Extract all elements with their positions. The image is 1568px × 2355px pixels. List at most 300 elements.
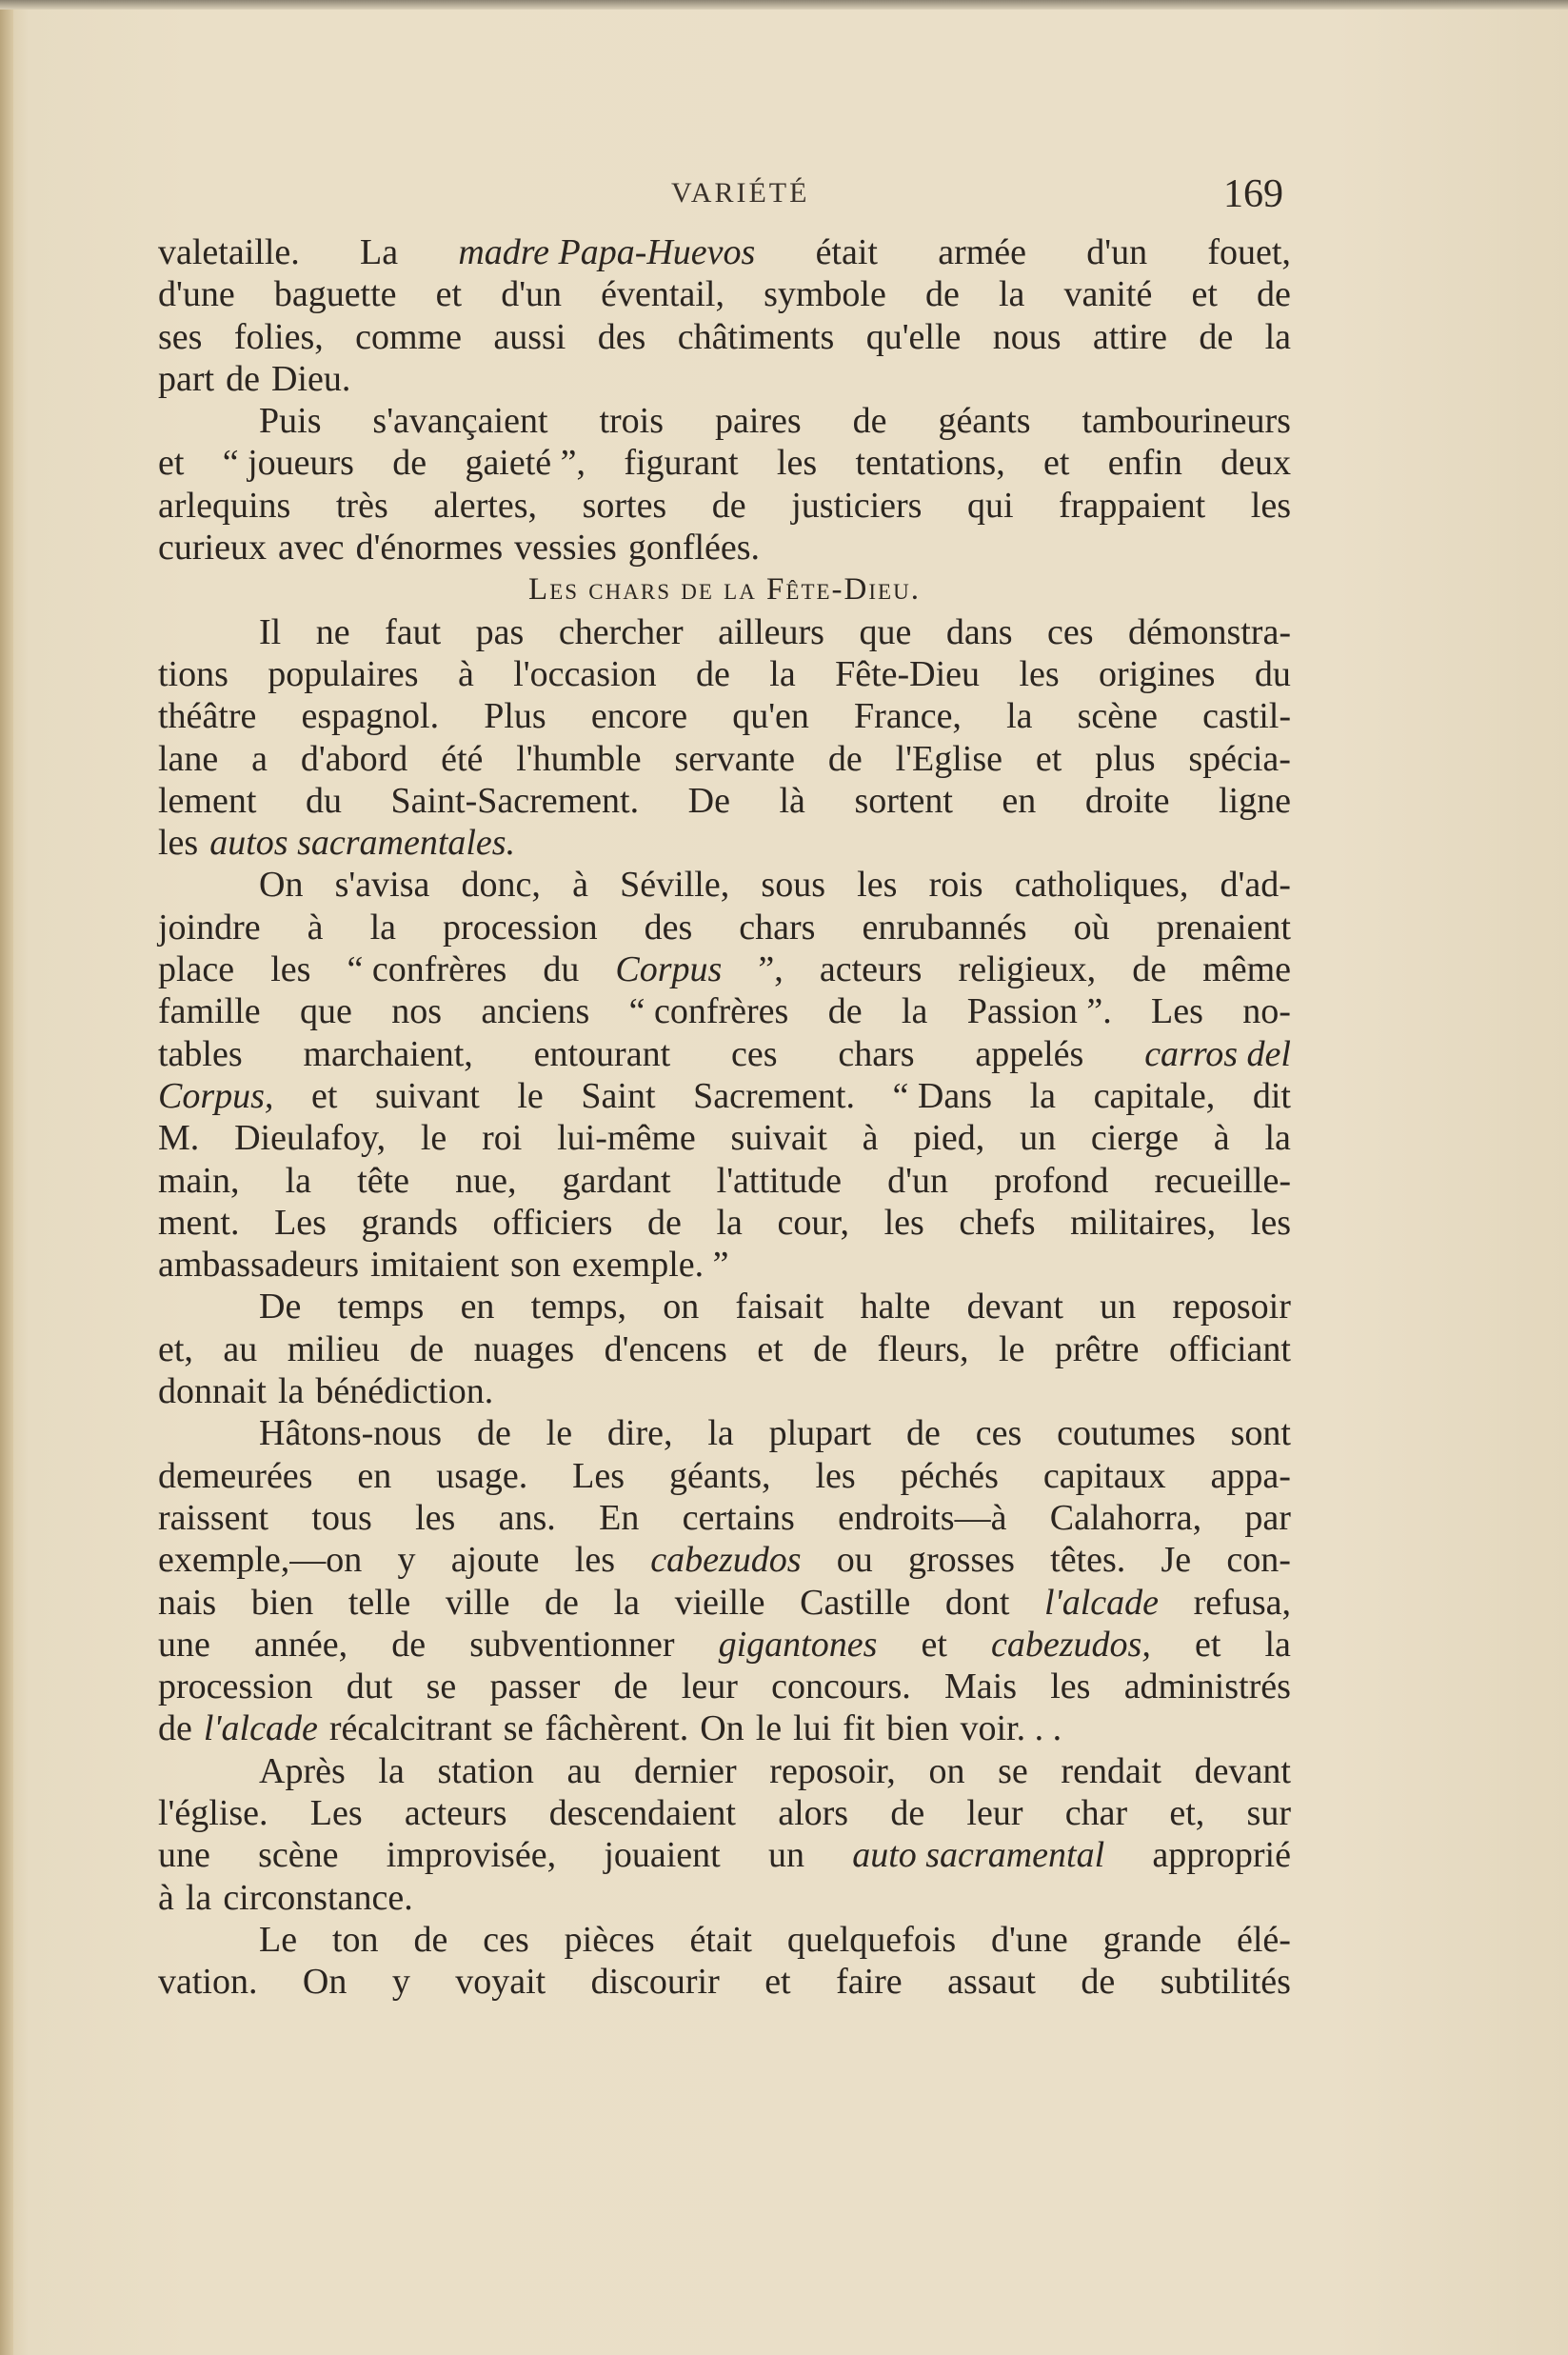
word: chars xyxy=(838,1033,915,1074)
word: de xyxy=(613,1666,648,1707)
word: qu'elle xyxy=(865,316,962,357)
word: Castille xyxy=(800,1582,911,1623)
word: refusa, xyxy=(1193,1582,1291,1623)
word: baguette xyxy=(273,274,397,315)
word: Mais xyxy=(944,1666,1017,1707)
word: ces xyxy=(483,1919,529,1960)
word: aussi xyxy=(493,316,566,357)
word: dut xyxy=(346,1666,393,1707)
word: De xyxy=(687,780,730,821)
word: Corpus, xyxy=(158,1075,274,1116)
word: la xyxy=(1029,1075,1057,1116)
text-line xyxy=(158,1877,1291,1919)
word: et xyxy=(757,1328,784,1369)
word: enfin xyxy=(1107,443,1182,484)
word: donc, xyxy=(461,865,541,906)
word: prenaient xyxy=(1156,907,1291,948)
word: fleurs, xyxy=(877,1328,969,1369)
word: le xyxy=(755,1708,783,1749)
word: ambassadeurs xyxy=(158,1245,360,1286)
word: donnait xyxy=(158,1371,267,1412)
word: con- xyxy=(1226,1540,1291,1581)
word: d'un xyxy=(501,274,563,315)
word: auto sacramental xyxy=(852,1835,1105,1876)
text-line xyxy=(158,485,1291,527)
word: au xyxy=(223,1328,258,1369)
word: nos xyxy=(391,991,442,1032)
word: l'Eglise xyxy=(895,738,1003,779)
word: espagnol. xyxy=(301,696,440,737)
word: suivait xyxy=(730,1118,827,1159)
word: telle xyxy=(347,1582,411,1623)
word: le xyxy=(546,1413,573,1454)
word: Séville, xyxy=(620,865,730,906)
word: station xyxy=(437,1750,534,1791)
word: l'alcade xyxy=(203,1708,318,1749)
word: les xyxy=(158,823,199,864)
word: coutumes xyxy=(1057,1413,1196,1454)
word: se xyxy=(503,1708,534,1749)
word: Les chars de la Fête-Dieu. xyxy=(528,572,921,608)
word: folies, xyxy=(233,316,324,357)
word: péchés xyxy=(900,1455,999,1496)
word: tête xyxy=(357,1160,409,1201)
word: lui-même xyxy=(557,1118,696,1159)
text-line xyxy=(158,1582,1291,1624)
text-line xyxy=(158,611,1291,653)
word: bien xyxy=(886,1708,949,1749)
word: et xyxy=(158,443,185,484)
word: jouaient xyxy=(604,1835,721,1876)
word: arlequins xyxy=(158,485,291,526)
word: rendait xyxy=(1061,1750,1161,1791)
word: improvisée, xyxy=(386,1835,557,1876)
text-line xyxy=(158,1033,1291,1075)
word: se xyxy=(998,1750,1028,1791)
word: de xyxy=(409,1328,445,1369)
word: la xyxy=(1264,1118,1291,1159)
word: les xyxy=(415,1497,456,1538)
word: anciens xyxy=(481,991,590,1032)
word: exemple,—on xyxy=(158,1540,363,1581)
word: militaires, xyxy=(1070,1202,1217,1243)
word: de xyxy=(711,485,746,526)
word: des xyxy=(644,907,693,948)
word: on xyxy=(663,1287,700,1327)
word: acteurs xyxy=(404,1792,507,1833)
word: la xyxy=(378,1750,405,1791)
word: en xyxy=(357,1455,392,1496)
word: s'avisa xyxy=(334,865,430,906)
word: de xyxy=(646,1202,682,1243)
body-text xyxy=(158,231,1291,2003)
text-line xyxy=(158,1707,1291,1749)
word: “ joueurs xyxy=(222,443,354,484)
word: descendaient xyxy=(548,1792,736,1833)
word: encore xyxy=(590,696,688,737)
word: Puis xyxy=(259,401,322,442)
word: vation. xyxy=(158,1962,258,2003)
word: de xyxy=(1132,949,1167,990)
text-line xyxy=(158,1075,1291,1117)
word: en xyxy=(460,1287,495,1327)
word: un xyxy=(767,1835,804,1876)
word: et xyxy=(1194,1624,1221,1665)
word: d'énormes xyxy=(355,528,504,569)
word: tions xyxy=(158,653,228,694)
word: profond xyxy=(994,1160,1109,1201)
word: grosses xyxy=(908,1540,1015,1581)
word: les xyxy=(1019,653,1060,694)
word: l'humble xyxy=(516,738,642,779)
word: De xyxy=(259,1287,302,1327)
word: et xyxy=(435,274,463,315)
text-line xyxy=(158,358,1291,400)
word: Passion ”. xyxy=(966,991,1112,1032)
word: religieux, xyxy=(958,949,1097,990)
text-line xyxy=(158,695,1291,737)
text-line xyxy=(158,231,1291,273)
word: ou xyxy=(836,1540,873,1581)
word: châtiments xyxy=(677,316,835,357)
word: dire, xyxy=(606,1413,673,1454)
word: exemple. ” xyxy=(571,1245,729,1286)
text-line xyxy=(158,1961,1291,2003)
word: grande xyxy=(1102,1919,1202,1960)
word: lui xyxy=(793,1708,832,1749)
word: était xyxy=(815,232,878,272)
text-line xyxy=(158,1792,1291,1834)
word: chars xyxy=(739,907,816,948)
word: et xyxy=(311,1075,338,1116)
text-line xyxy=(158,273,1291,315)
word: spécia- xyxy=(1188,738,1291,779)
word: Le xyxy=(259,1919,298,1960)
word: voir. . . xyxy=(960,1708,1062,1749)
word: leur xyxy=(681,1666,738,1707)
text-line xyxy=(158,1286,1291,1327)
word: officiant xyxy=(1168,1328,1291,1369)
word: rois xyxy=(928,865,983,906)
text-line xyxy=(158,1624,1291,1666)
text-line xyxy=(158,1455,1291,1497)
page-number: 169 xyxy=(1223,172,1283,216)
word: le xyxy=(998,1328,1025,1369)
word: officiers xyxy=(492,1202,613,1243)
word: scène xyxy=(258,1835,339,1876)
word: on xyxy=(928,1750,965,1791)
word: élé- xyxy=(1236,1919,1291,1960)
text-line xyxy=(158,907,1291,948)
word: où xyxy=(1073,907,1110,948)
word: du xyxy=(543,949,580,990)
word: capitale, xyxy=(1093,1075,1216,1116)
word: faut xyxy=(385,611,442,652)
word: d'une xyxy=(991,1919,1068,1960)
word: paires xyxy=(714,401,802,442)
word: servante xyxy=(674,738,796,779)
word: les xyxy=(883,1202,924,1243)
text-line xyxy=(158,1539,1291,1581)
word: de xyxy=(1199,316,1234,357)
word: tables xyxy=(158,1033,243,1074)
word: ne xyxy=(315,611,350,652)
word: ville xyxy=(445,1582,510,1623)
word: procession xyxy=(443,907,598,948)
word: enrubannés xyxy=(862,907,1027,948)
word: subtilités xyxy=(1160,1962,1291,2003)
word: populaires xyxy=(268,653,419,694)
word: appelés xyxy=(975,1033,1084,1074)
word: le xyxy=(420,1118,447,1159)
word: la xyxy=(769,653,796,694)
word: de xyxy=(906,1413,941,1454)
word: a xyxy=(251,738,268,779)
word: reposoir xyxy=(1172,1287,1291,1327)
word: Les xyxy=(1151,991,1203,1032)
word: d'un xyxy=(1086,232,1148,272)
word: Sacrement. xyxy=(693,1075,855,1116)
word: dernier xyxy=(634,1750,737,1791)
word: assaut xyxy=(947,1962,1036,2003)
word: carros del xyxy=(1144,1033,1291,1074)
word: sous xyxy=(761,865,825,906)
word: la xyxy=(369,907,397,948)
word: des xyxy=(597,316,646,357)
text-line xyxy=(158,1497,1291,1539)
word: gigantones xyxy=(718,1624,878,1665)
word: Je xyxy=(1161,1540,1192,1581)
word: ajoute xyxy=(450,1540,540,1581)
word: On xyxy=(302,1962,347,2003)
word: la xyxy=(185,1877,212,1918)
word: endroits—à xyxy=(838,1497,1007,1538)
word: la xyxy=(901,991,928,1032)
word: de xyxy=(827,991,863,1032)
word: plus xyxy=(1095,738,1156,779)
word: dit xyxy=(1252,1075,1291,1116)
word: faire xyxy=(836,1962,903,2003)
word: approprié xyxy=(1152,1835,1291,1876)
word: devant xyxy=(966,1287,1063,1327)
word: que xyxy=(859,611,912,652)
word: ces xyxy=(975,1413,1022,1454)
word: les xyxy=(857,865,898,906)
word: droite xyxy=(1084,780,1170,821)
word: éventail, xyxy=(601,274,724,315)
text-line xyxy=(158,1750,1291,1792)
word: passer xyxy=(489,1666,581,1707)
word: lement xyxy=(158,780,257,821)
word: deux xyxy=(1221,443,1291,484)
word: les xyxy=(1050,1666,1091,1707)
word: d'ad- xyxy=(1220,865,1291,906)
word: capitaux xyxy=(1042,1455,1166,1496)
page-top-edge xyxy=(0,0,1568,10)
word: Calahorra, xyxy=(1049,1497,1202,1538)
word: d'encens xyxy=(604,1328,727,1369)
text-line xyxy=(158,822,1291,864)
word: l'église. xyxy=(158,1792,268,1833)
word: récalcitrant xyxy=(328,1708,492,1749)
word: comme xyxy=(355,316,462,357)
word: Saint xyxy=(581,1075,656,1116)
word: de xyxy=(391,1624,427,1665)
text-line xyxy=(158,1834,1291,1876)
text-line xyxy=(158,442,1291,484)
text-line xyxy=(158,653,1291,695)
word: vieille xyxy=(674,1582,765,1623)
word: circonstance. xyxy=(223,1877,413,1918)
word: Plus xyxy=(484,696,546,737)
word: démonstra- xyxy=(1128,611,1291,652)
word: tous xyxy=(311,1497,372,1538)
word: de xyxy=(392,443,427,484)
word: qui xyxy=(967,485,1014,526)
word: l'attitude xyxy=(716,1160,843,1201)
word: la xyxy=(1264,1624,1291,1665)
word: symbole xyxy=(764,274,886,315)
word: vessies xyxy=(514,528,617,569)
word: ton xyxy=(331,1919,379,1960)
word: grands xyxy=(361,1202,458,1243)
word: de xyxy=(1081,1962,1116,2003)
word: les xyxy=(815,1455,856,1496)
word: gonflées. xyxy=(627,528,761,569)
text-line xyxy=(158,1244,1291,1286)
word: ligne xyxy=(1219,780,1291,821)
word: et, xyxy=(1169,1792,1205,1833)
word: les xyxy=(776,443,818,484)
word: autos sacramentales. xyxy=(209,823,516,864)
word: et xyxy=(1191,274,1218,315)
word: théâtre xyxy=(158,696,257,737)
word: une xyxy=(158,1835,210,1876)
word: char xyxy=(1064,1792,1128,1833)
word: et xyxy=(921,1624,947,1665)
text-line xyxy=(158,1919,1291,1961)
word: “ confrères xyxy=(347,949,507,990)
word: curieux xyxy=(158,528,267,569)
word: frappaient xyxy=(1059,485,1206,526)
word: nais xyxy=(158,1582,217,1623)
text-line xyxy=(158,316,1291,358)
word: Saint-Sacrement. xyxy=(390,780,640,821)
word: sortes xyxy=(582,485,667,526)
word: valetaille. xyxy=(158,232,300,272)
word: Dieu. xyxy=(270,358,351,399)
word: fouet, xyxy=(1207,232,1291,272)
text-line xyxy=(158,527,1291,569)
word: vanité xyxy=(1063,274,1153,315)
word: alertes, xyxy=(433,485,537,526)
word: son xyxy=(510,1245,561,1286)
word: de xyxy=(545,1582,579,1623)
word: pièces xyxy=(564,1919,655,1960)
word: raissent xyxy=(158,1497,269,1538)
word: de xyxy=(1257,274,1291,315)
word: dont xyxy=(944,1582,1010,1623)
word: sont xyxy=(1230,1413,1291,1454)
word: joindre xyxy=(158,907,261,948)
word: du xyxy=(305,780,342,821)
word: appa- xyxy=(1210,1455,1291,1496)
word: recueille- xyxy=(1154,1160,1291,1201)
word: reposoir, xyxy=(769,1750,896,1791)
word: cour, xyxy=(777,1202,849,1243)
word: nuages xyxy=(473,1328,575,1369)
word: en xyxy=(1002,780,1037,821)
word: demeurées xyxy=(158,1455,313,1496)
word: imitaient xyxy=(370,1245,500,1286)
word: part xyxy=(158,358,215,399)
word: même xyxy=(1202,949,1291,990)
word: quelquefois xyxy=(786,1919,957,1960)
word: la xyxy=(998,274,1025,315)
word: pied, xyxy=(913,1118,985,1159)
text-line xyxy=(158,1666,1291,1707)
word: “ confrères xyxy=(628,991,789,1032)
word: Hâtons-nous xyxy=(259,1413,443,1454)
text-line xyxy=(158,1328,1291,1370)
word: bénédiction. xyxy=(315,1371,494,1412)
text-line xyxy=(158,780,1291,822)
word: du xyxy=(1254,653,1291,694)
word: ans. xyxy=(498,1497,556,1538)
word: France, xyxy=(854,696,962,737)
text-line xyxy=(158,1412,1291,1454)
word: la xyxy=(277,1371,305,1412)
word: Les xyxy=(274,1202,327,1243)
text-line xyxy=(158,738,1291,780)
word: Dieulafoy, xyxy=(234,1118,387,1159)
word: sortent xyxy=(854,780,953,821)
word: géants xyxy=(938,401,1031,442)
word: d'abord xyxy=(300,738,408,779)
word: figurant xyxy=(624,443,739,484)
word: la xyxy=(613,1582,640,1623)
word: de xyxy=(890,1792,925,1833)
word: la xyxy=(716,1202,743,1243)
word: justiciers xyxy=(791,485,923,526)
word: y xyxy=(391,1962,410,2003)
word: nous xyxy=(992,316,1062,357)
word: que xyxy=(299,991,352,1032)
text-line xyxy=(158,1117,1291,1159)
text-line xyxy=(158,1202,1291,1244)
word: tambourineurs xyxy=(1082,401,1291,442)
word: les xyxy=(574,1540,615,1581)
word: no- xyxy=(1242,991,1291,1032)
word: qu'en xyxy=(732,696,809,737)
word: l'alcade xyxy=(1044,1582,1160,1623)
word: été xyxy=(441,738,484,779)
word: les xyxy=(270,949,311,990)
word: la xyxy=(285,1160,312,1201)
word: à xyxy=(307,907,324,948)
word: chercher xyxy=(558,611,684,652)
word: La xyxy=(360,232,399,272)
running-head xyxy=(0,171,1568,219)
word: trois xyxy=(599,401,665,442)
text-line xyxy=(158,948,1291,990)
word: sur xyxy=(1246,1792,1291,1833)
word: de xyxy=(813,1328,848,1369)
word: On xyxy=(259,865,304,906)
word: scène xyxy=(1077,696,1159,737)
word: roi xyxy=(482,1118,523,1159)
word: “ Dans xyxy=(892,1075,993,1116)
